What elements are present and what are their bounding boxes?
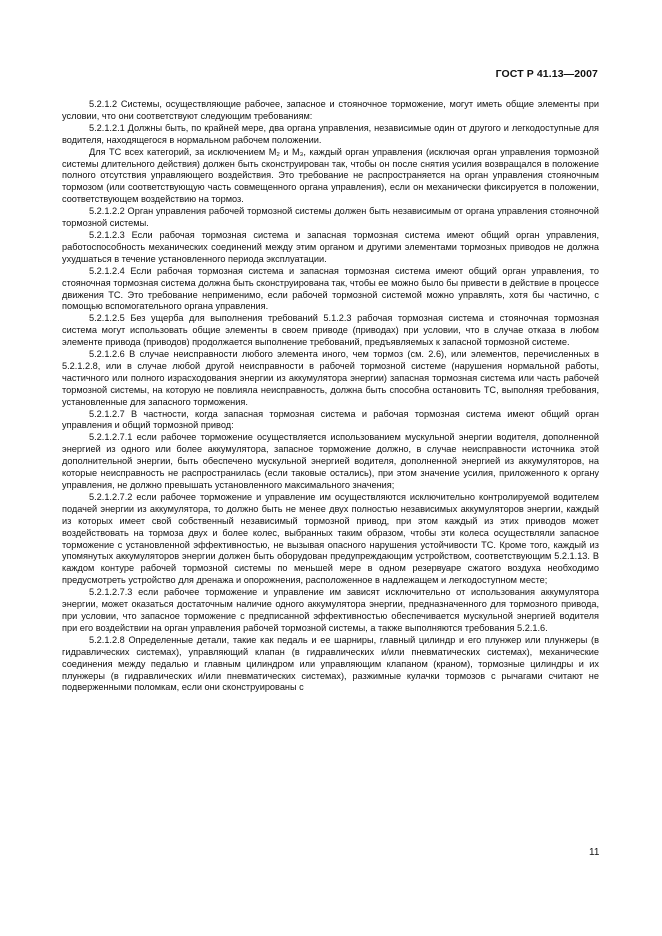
paragraph-5-2-1-2-7-1: 5.2.1.2.7.1 если рабочее торможение осуществляется использованием мускульной энергии водителя, дополненной энергией из одного или более аккумулятора, запасное торможение должно, в случае неисправности источника этой дополнительной энергии, быть обеспечено мускульной энергией водителя, дополненной энергией из аккумуляторов, на которые неисправность не распространилась (если таковые остались), при этом значение усилия, приложенного к органу управления, не должно превышать установленного максимального значения; [62,432,599,490]
paragraph-5-2-1-2-2: 5.2.1.2.2 Орган управления рабочей тормозной системы должен быть независимым от органа управления стояночной тормозной системы. [62,206,599,229]
paragraph-vehicle-categories: Для ТС всех категорий, за исключением M₂ и M₃, каждый орган управления (исключая орган управления тормозной системы длительного действия) должен быть сконструирован так, чтобы он после снятия усилия возвращался в положение полного отсутствия управляющего воздействия. Это требование не распространяется на орган управления стояночным тормозом (или соответствующую часть совмещенного органа управления), если он механически фиксируется в положении, соответствующем воздействию на тормоз. [62,146,599,205]
paragraph-5-2-1-2: 5.2.1.2 Системы, осуществляющие рабочее, запасное и стояночное торможение, могут иметь общие элементы при условии, что они соответствуют следующим требованиям: [62,99,599,121]
document-code-header: ГОСТ Р 41.13—2007 [495,68,598,80]
paragraph-5-2-1-2-5: 5.2.1.2.5 Без ущерба для выполнения требований 5.1.2.3 рабочая тормозная система и стояночная тормозная система могут использовать общие элементы в своем приводе (приводах) при условии, что в случае отказа в любом элементе привода (приводов) продолжается выполнение требований, предъявляемых к запасной тормозной системе. [62,313,599,348]
paragraph-5-2-1-2-7-3: 5.2.1.2.7.3 если рабочее торможение и управление им зависят исключительно от использования аккумулятора энергии, может оказаться достаточным наличие одного аккумулятора энергии, предназначенного для тормозного привода, при условии, что запасное торможение с предписанной эффективностью обеспечивается мускульной энергией водителя при его воздействии на орган управления рабочей тормозной системы, а также выполняются требования 5.2.1.6. [62,587,599,633]
paragraph-5-2-1-2-3: 5.2.1.2.3 Если рабочая тормозная система и запасная тормозная система имеют общий орган управления, работоспособность механических соединений между этим органом и другими элементами тормозных приводов не должна ухудшаться в течение установленного периода эксплуатации. [62,229,599,264]
paragraph-5-2-1-2-6: 5.2.1.2.6 В случае неисправности любого элемента иного, чем тормоз (см. 2.6), или элементов, перечисленных в 5.2.1.2.8, или в случае любой другой неисправности в рабочей тормозной системе (нарушения нормальной работы, частичного или полного израсходования энергии из аккумулятора энергии) запасная тормозная система или часть рабочей тормозной системы, на которую не повлияла неисправность, должна быть способна остановить ТС, выполняя требования, установленные для запасного торможения. [62,349,599,407]
paragraph-5-2-1-2-1: 5.2.1.2.1 Должны быть, по крайней мере, два органа управления, независимые один от другого и легкодоступные для водителя, находящегося в нормальном рабочем положении. [62,122,599,145]
page-number: 11 [589,847,600,858]
paragraph-5-2-1-2-7-2: 5.2.1.2.7.2 если рабочее торможение и управление им осуществляются исключительно контролируемой водителем подачей энергии из аккумулятора, то должно быть не менее двух полностью независимых аккумуляторов энергии, каждый из которых имеет свой собственный независимый тормозной привод, при этом каждый из этих приводов может воздействовать на тормоза двух и более колес, выбранных таким образом, чтобы эти колеса осуществляли запасное торможение с установленной эффективностью, не вызывая опасного нарушения устойчивости ТС. Кроме того, каждый из упомянутых аккумуляторов энергии должен быть оборудован предупреждающим устройством, соответствующим 5.2.1.13. В каждом контуре рабочей тормозной системы по меньшей мере в одном резервуаре сжатого воздуха необходимо предусмотреть устройство для дренажа и опорожнения, расположенное в надлежащем и легкодоступном месте; [62,491,599,586]
paragraph-5-2-1-2-8: 5.2.1.2.8 Определенные детали, такие как педаль и ее шарниры, главный цилиндр и его плунжер или плунжеры (в гидравлических системах), управляющий клапан (в гидравлических и/или пневматических системах), механические соединения между педалью и главным цилиндром или управляющим клапаном (краном), тормозные цилиндры и их плунжеры (в гидравлических и/или пневматических системах), разжимные кулачки тормозов с рычагами считают не подверженными поломкам, если они сконструированы с [62,634,599,693]
paragraph-5-2-1-2-4: 5.2.1.2.4 Если рабочая тормозная система и запасная тормозная система имеют общий орган управления, то стояночная тормозная система должна быть сконструирована так, чтобы ее можно было бы привести в действие в процессе движения ТС. Это требование неприменимо, если рабочей тормозной системой можно управлять, хотя бы частично, с помощью вспомогательного органа управления. [62,265,599,312]
document-body [62,99,599,694]
paragraph-5-2-1-2-7: 5.2.1.2.7 В частности, когда запасная тормозная система и рабочая тормозная система имеют общий орган управления и общий тормозной привод: [62,408,599,431]
